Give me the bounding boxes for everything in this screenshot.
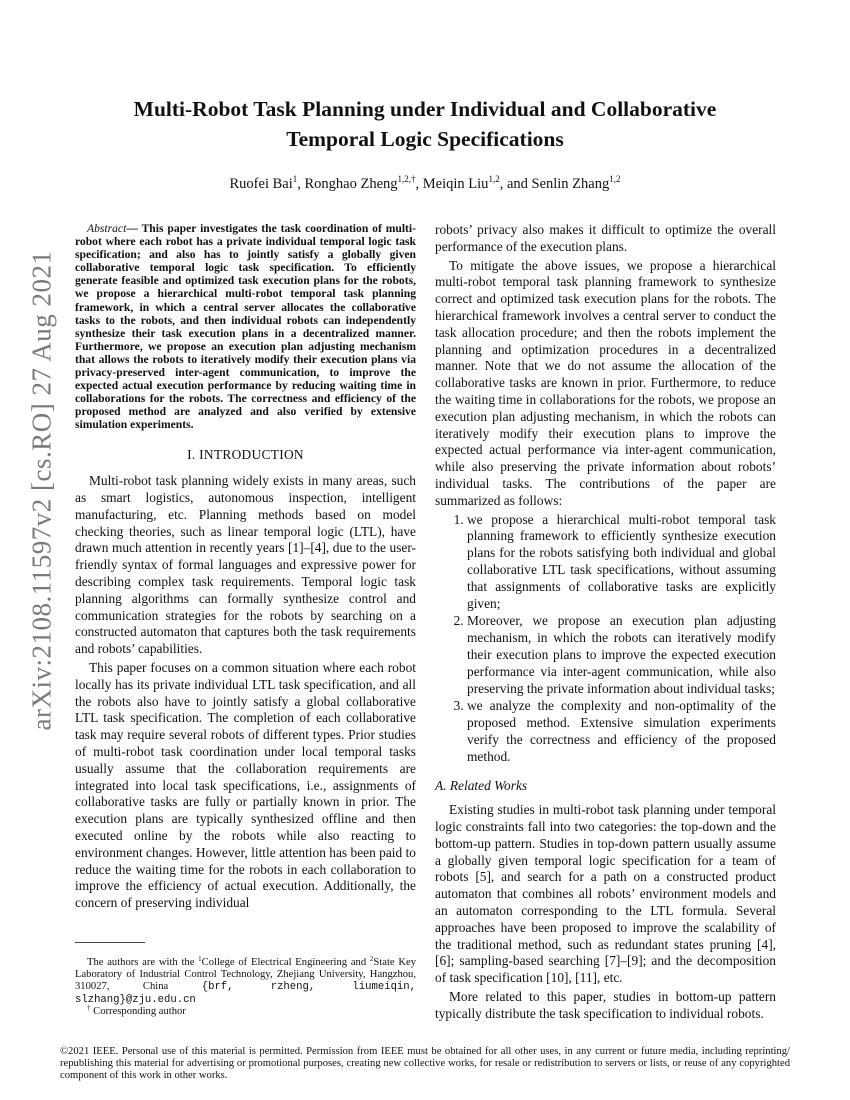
list-item: 2. Moreover, we propose an execution plan adjusting mechanism, in which the robots can iteratively modify their execution plans to improve the expected execution performance via inter-agent communication, while also preserving the private information about individual tasks;: [467, 613, 776, 697]
footnote-text: The authors are with the: [87, 957, 199, 968]
body-paragraph: robots’ privacy also makes it difficult to optimize the overall performance of the execution plans.: [435, 222, 776, 254]
paper-title-line-2: Temporal Logic Specifications: [286, 127, 564, 151]
body-paragraph: Existing studies in multi-robot task planning under temporal logic constraints fall into two categories: the top-down and the bottom-up pattern. Studies in top-down pattern usually assume a globally given temporal logic specification for a team of robots [5], and search for a path on a constructed product automaton that combines all robots’ environment models and an automaton corresponding to the LTL formula. Several approaches have been proposed to improve the scalability of the traditional method, such as redundant states pruning [4], [6]; sampling-based searching [7]–[9]; and the decomposition of task specification [10], [11], etc.: [435, 802, 776, 986]
footnote-text: State Key Laboratory of Industrial Control Technology, Zhejiang University, Hangzhou, 310027, China: [75, 957, 416, 993]
author-name: Ronghao Zheng: [304, 176, 398, 192]
author-affiliation: 1,2: [609, 174, 621, 184]
copyright-notice: ©2021 IEEE. Personal use of this material is permitted. Permission from IEEE must be obtained for all other uses, in any current or future media, including reprinting/ republishing this material for advertising or promotional purposes, creating new collective works, for resale or redistribution to servers or lists, or reuse of any copyrighted component of this work in other works.: [60, 1046, 790, 1082]
right-column: [435, 222, 776, 1025]
arxiv-identifier-text: arXiv:2108.11597v2 [cs.RO] 27 Aug 2021: [26, 250, 57, 730]
author-affiliation: 1,2,†: [397, 174, 416, 184]
author-separator: , and: [499, 176, 532, 192]
author-emails: {brf, rzheng, liumeiqin, slzhang}@zju.edu.cn: [75, 981, 416, 1006]
body-paragraph: This paper focuses on a common situation where each robot locally has its private individual LTL task specification, and all the robots also have to jointly satisfy a global collaborative LTL task specification. The completion of each collaborative task may require several robots of different types. Prior studies of multi-robot task coordination under local temporal tasks usually assume that the collaboration requirements are integrated into local task specifications, i.e., assignments of collaborative tasks are fully or partially known in prior. The execution plans are typically synthesized offline and then executed online by the robots while also reacting to environment changes. However, little attention has been paid to reduce the waiting time for the robots in each collaboration to improve the efficiency of actual execution. Additionally, the concern of preserving individual: [75, 660, 416, 911]
subsection-heading-related-works: A. Related Works: [435, 777, 528, 793]
body-paragraph: More related to this paper, studies in bottom-up pattern typically distribute the task specification to individual robots.: [435, 989, 776, 1021]
section-heading-introduction: I. INTRODUCTION: [187, 446, 304, 462]
author-separator: ,: [415, 176, 423, 192]
left-column: [75, 222, 416, 914]
author-affiliation: 1: [292, 174, 298, 184]
author-separator: ,: [297, 176, 305, 192]
affiliation-footnote: [75, 957, 416, 1018]
abstract: [75, 222, 416, 432]
body-paragraph: To mitigate the above issues, we propose a hierarchical multi-robot temporal task planning framework to synthesize correct and optimized task execution plans for the robots. The hierarchical framework involves a central server to conduct the task allocation procedure; and then the robots implement the planning and optimization procedures in a decentralized manner. Note that we do not assume the allocation of the collaborative tasks are known in prior. Furthermore, to reduce the waiting time in collaborations for the robots, we propose an execution plan adjusting mechanism, in which the robots can iteratively modify their execution plans to improve the expected actual performance via inter-agent communication, while also preserving the private information about robots’ individual tasks. The contributions of the paper are summarized as follows:: [435, 257, 776, 508]
abstract-text: — This paper investigates the task coordination of multi-robot where each robot has a private individual temporal logic task specification; and also has to jointly satisfy a globally given collaborative temporal logic task specification. To efficiently generate feasible and optimized task execution plans for the robots, we propose a hierarchical multi-robot temporal task planning framework, in which a central server allocates the collaborative tasks to the robots, and then individual robots can independently synthesize their task execution plans in a decentralized manner. Furthermore, we propose an execution plan adjusting mechanism that allows the robots to iteratively modify their execution plans via privacy-preserved inter-agent communication, to improve the expected actual execution performance by reducing waiting time in collaborations for the robots. The correctness and efficiency of the proposed method are analyzed and also verified by extensive simulation experiments.: [75, 222, 416, 432]
author-name: Meiqin Liu: [422, 176, 489, 192]
author-affiliation: 1,2: [488, 174, 500, 184]
list-item: 1. we propose a hierarchical multi-robot temporal task planning framework to efficiently synthesize execution plans for the robots satisfying both individual and global collaborative LTL task specifications, without assuming that assignments of collaborative tasks are explicitly given;: [467, 512, 776, 613]
author-name: Ruofei Bai: [229, 176, 293, 192]
footnote-marker: 2: [369, 955, 374, 963]
author-name: Senlin Zhang: [531, 176, 610, 192]
footnote-text: Corresponding author: [90, 1005, 186, 1017]
contribution-list: [435, 512, 776, 766]
paper-title-line-1: Multi-Robot Task Planning under Individual and Collaborative: [133, 97, 717, 121]
list-item: 3. we analyze the complexity and non-optimality of the proposed method. Extensive simulation experiments verify the correctness and efficiency of the proposed method.: [467, 698, 776, 765]
footnote-marker: †: [87, 1003, 91, 1012]
footnote-divider: [75, 942, 145, 943]
arxiv-identifier: [10, 250, 74, 730]
footnote-marker: 1: [198, 955, 202, 963]
author-list: [75, 174, 775, 194]
abstract-label: Abstract: [87, 222, 127, 235]
footnote-text: College of Electrical Engineering and: [201, 957, 370, 968]
body-paragraph: Multi-robot task planning widely exists in many areas, such as smart logistics, autonomous inspection, intelligent manufacturing, etc. Planning methods based on model checking theories, such as linear temporal logic (LTL), have drawn much attention in recently years [1]–[4], due to the user-friendly syntax of formal languages and expressive power for describing complex task requirements. Temporal logic task planning algorithms can formally synthesize control and communication strategies for the robots by searching on a constructed automaton that captures both the task requirements and robots’ capabilities.: [75, 473, 416, 657]
